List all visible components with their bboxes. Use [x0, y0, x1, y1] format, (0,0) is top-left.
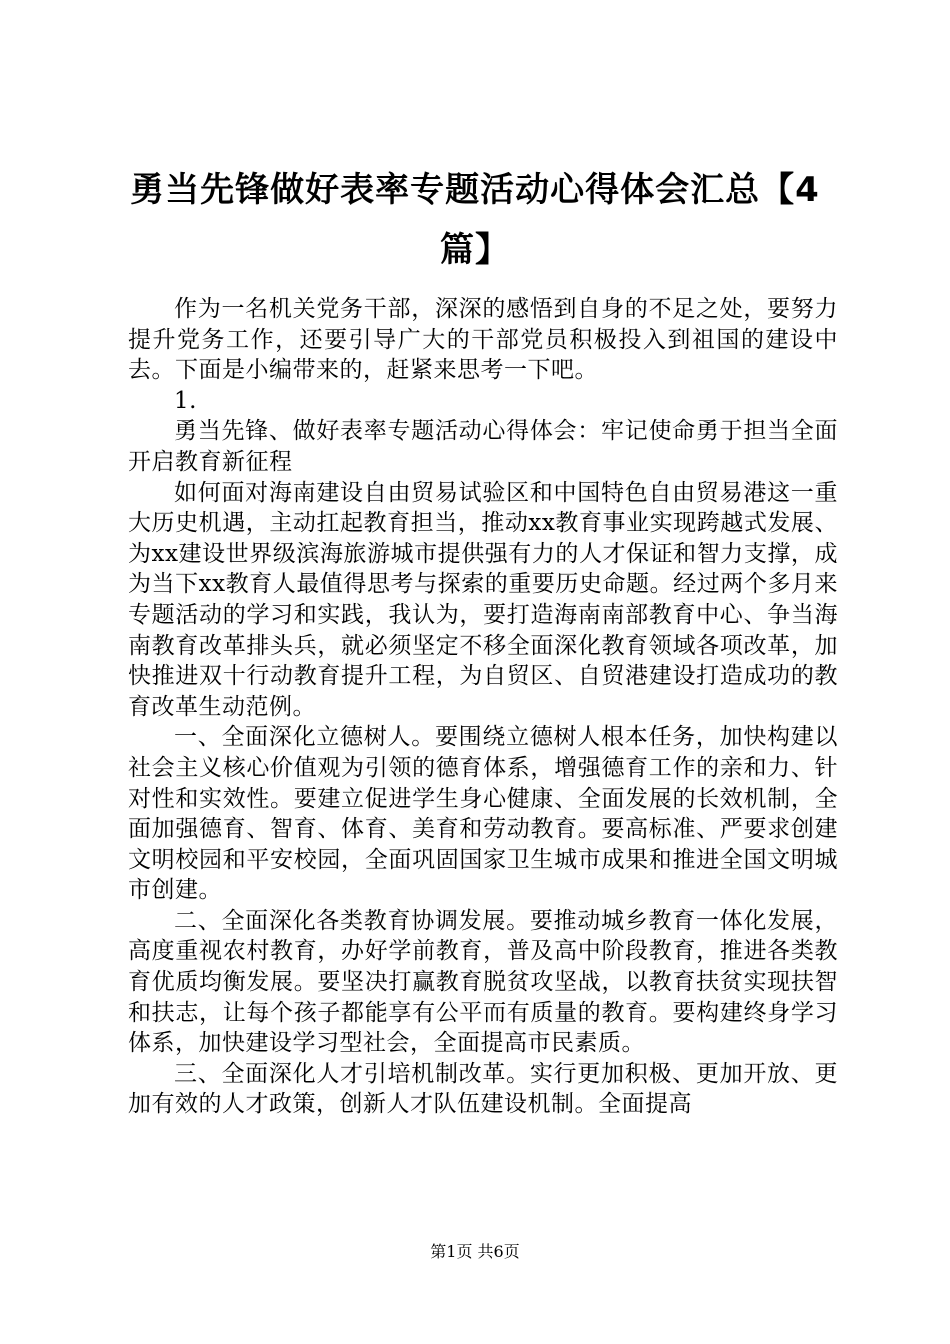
body-paragraph: 二、全面深化各类教育协调发展。要推动城乡教育一体化发展，高度重视农村教育，办好学前教育，普及高中阶段教育，推进各类教育优质均衡发展。要坚决打赢教育脱贫攻坚战，以教育扶贫实现扶智和扶志，让每个孩子都能享有公平而有质量的教育。要构建终身学习体系，加快建设学习型社会，全面提高市民素质。	[128, 907, 838, 1057]
section-number: 1.	[174, 387, 197, 414]
intro-paragraph: 作为一名机关党务干部，深深的感悟到自身的不足之处，要努力提升党务工作，还要引导广大的干部党员积极投入到祖国的建设中去。下面是小编带来的，赶紧来思考一下吧。	[128, 296, 838, 384]
article-heading: 勇当先锋、做好表率专题活动心得体会：牢记使命勇于担当全面开启教育新征程	[128, 418, 838, 475]
body-paragraph: 如何面对海南建设自由贸易试验区和中国特色自由贸易港这一重大历史机遇，主动扛起教育担当，推动xx教育事业实现跨越式发展、为xx建设世界级滨海旅游城市提供强有力的人才保证和智力支撑，成为当下xx教育人最值得思考与探索的重要历史命题。经过两个多月来专题活动的学习和实践，我认为，要打造海南南部教育中心、争当海南教育改革排头兵，就必须坚定不移全面深化教育领域各项改革，加快推进双十行动教育提升工程，为自贸区、自贸港建设打造成功的教育改革生动范例。	[128, 479, 838, 720]
document-body	[128, 294, 838, 1120]
body-paragraph: 一、全面深化立德树人。要围绕立德树人根本任务，加快构建以社会主义核心价值观为引领的德育体系，增强德育工作的亲和力、针对性和实效性。要建立促进学生身心健康、全面发展的长效机制，全面加强德育、智育、体育、美育和劳动教育。要高标准、严要求创建文明校园和平安校园，全面巩固国家卫生城市成果和推进全国文明城市创建。	[128, 724, 838, 904]
document-title: 勇当先锋做好表率专题活动心得体会汇总【4篇】	[130, 170, 820, 270]
page-number-footer: 第1页 共6页	[430, 1242, 520, 1261]
body-paragraph: 三、全面深化人才引培机制改革。实行更加积极、更加开放、更加有效的人才政策，创新人才队伍建设机制。全面提高	[128, 1060, 838, 1118]
